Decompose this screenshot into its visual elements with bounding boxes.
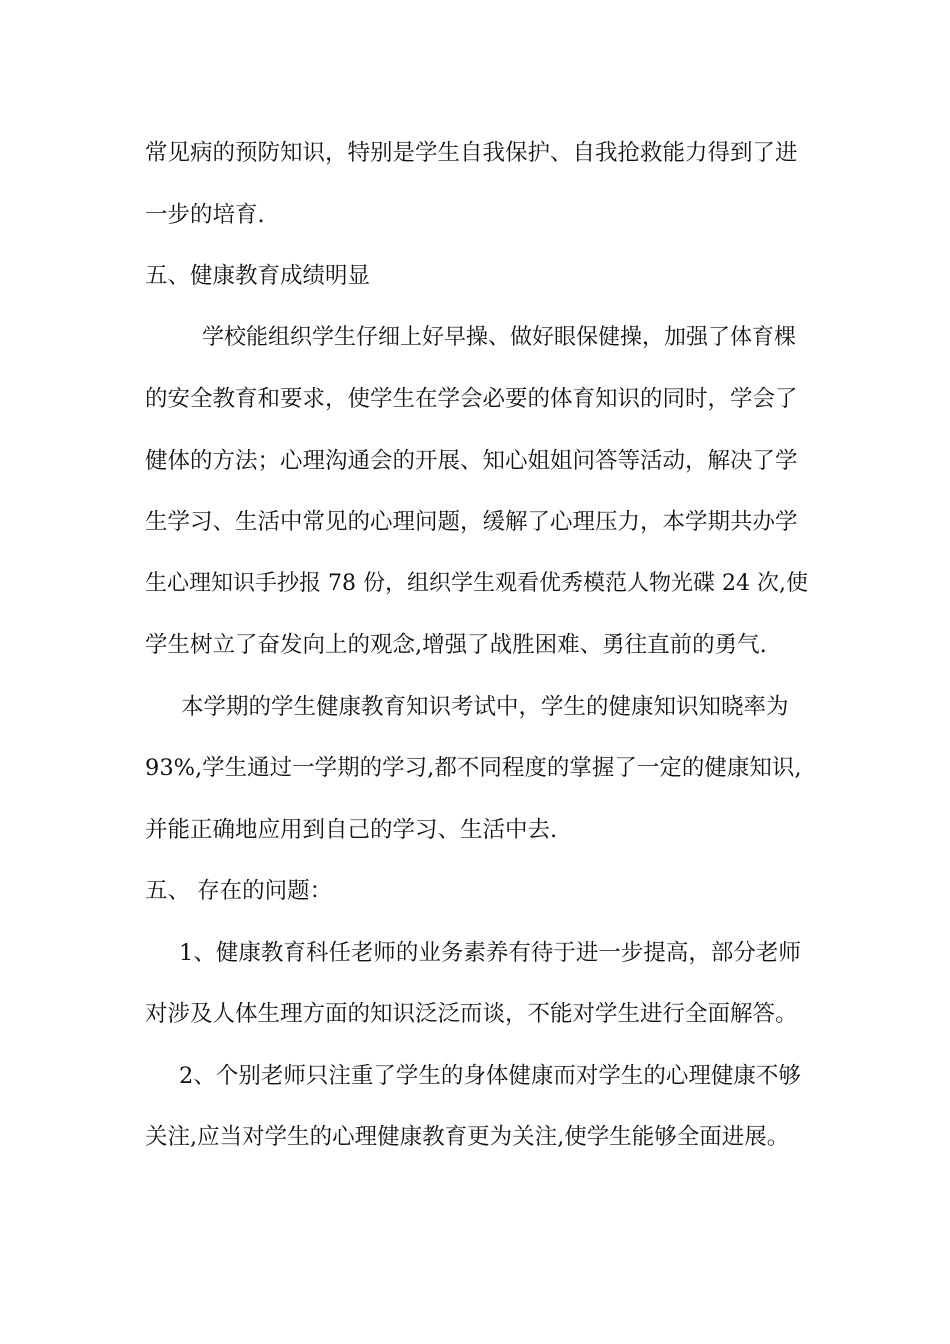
section-heading: 五、健康教育成绩明显	[145, 263, 371, 289]
paragraph-line: 生心理知识手抄报 78 份，组织学生观看优秀模范人物光碟 24 次,使	[145, 570, 808, 596]
list-item-line: 1、健康教育科任老师的业务素养有待于进一步提高，部分老师	[179, 939, 801, 966]
paragraph-line: 健体的方法；心理沟通会的开展、知心姐姐问答等活动，解决了学	[145, 447, 798, 474]
paragraph-line: 一步的培育.	[145, 201, 265, 228]
paragraph-line: 并能正确地应用到自己的学习、生活中去.	[145, 816, 558, 843]
section-heading: 五、 存在的问题：	[145, 878, 333, 904]
list-item-line: 2、个别老师只注重了学生的身体健康而对学生的心理健康不够	[179, 1062, 801, 1089]
list-item-line: 对涉及人体生理方面的知识泛泛而谈，不能对学生进行全面解答。	[145, 1001, 798, 1027]
paragraph-line: 学校能组织学生仔细上好早操、做好眼保健操，加强了体育棵	[202, 324, 797, 350]
paragraph-line: 学生树立了奋发向上的观念,增强了战胜困难、勇往直前的勇气.	[145, 632, 767, 658]
list-item-line: 关注,应当对学生的心理健康教育更为关注,使学生能够全面进展。	[145, 1124, 790, 1150]
paragraph-line: 常见病的预防知识，特别是学生自我保护、自我抢救能力得到了进	[145, 140, 798, 166]
paragraph-line: 生学习、生活中常见的心理问题，缓解了心理压力，本学期共办学	[145, 509, 798, 535]
paragraph-line: 93%,学生通过一学期的学习,都不同程度的掌握了一定的健康知识,	[145, 755, 802, 781]
document-body	[145, 128, 809, 1174]
paragraph-line: 本学期的学生健康教育知识考试中，学生的健康知识知晓率为	[181, 693, 789, 720]
paragraph-line: 的安全教育和要求，使学生在学会必要的体育知识的同时，学会了	[145, 386, 798, 412]
